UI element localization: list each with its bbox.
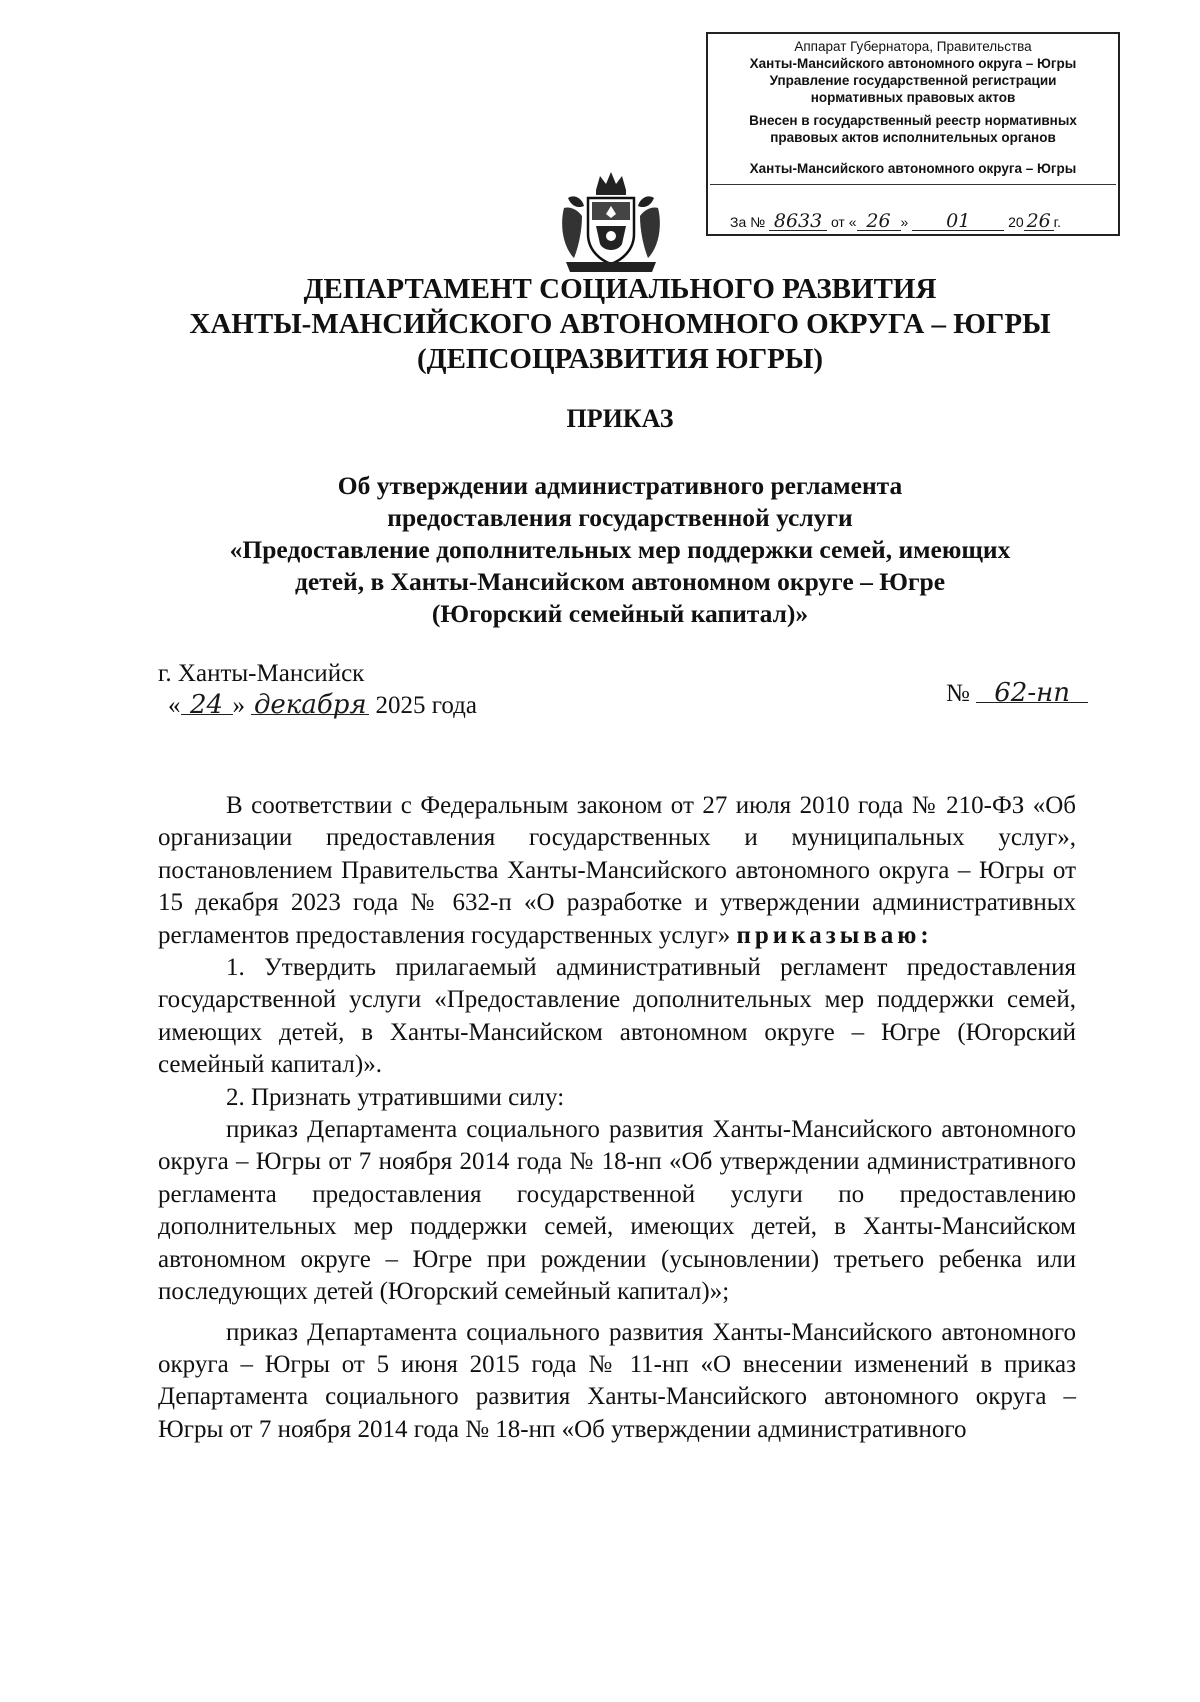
stamp-reg-quote: »: [900, 214, 909, 230]
date-month: декабря: [251, 696, 369, 715]
stamp-line-7: Ханты-Мансийского автономного округа – Югры: [749, 161, 1077, 176]
document-subject: [150, 470, 1090, 630]
stamp-line-1: Аппарат Губернатора, Правительства: [794, 39, 1032, 54]
department-line-1: ДЕПАРТАМЕНТ СОЦИАЛЬНОГО РАЗВИТИЯ: [303, 273, 937, 305]
subject-line-2: предоставления государственной услуги: [387, 503, 853, 532]
stamp-reg-year-suffix: 26: [1024, 212, 1054, 231]
subject-line-5: (Югорский семейный капитал)»: [431, 599, 809, 628]
stamp-registration-line: [730, 212, 1112, 231]
stamp-line-2: Ханты-Мансийского автономного округа – Югры: [749, 56, 1077, 71]
paragraph-item-1: 1. Утвердить прилагаемый административный регламент предоставления государственной услуги «Предоставление дополнительных мер поддержки семей, имеющих детей, в Ханты-Мансийском автономном округе – Югре (Югорский семейный капитал)».: [158, 954, 1076, 1079]
coat-of-arms-icon: [556, 168, 666, 276]
stamp-divider: [710, 184, 1116, 185]
stamp-line-6: правовых актов исполнительных органов: [770, 130, 1056, 145]
number-prefix: №: [946, 680, 970, 707]
stamp-reg-day: 26: [857, 212, 901, 231]
stamp-reg-year-end: г.: [1053, 214, 1061, 230]
order-word: приказываю:: [736, 921, 933, 949]
stamp-reg-from: от «: [830, 214, 857, 230]
date-day: 24: [181, 696, 233, 715]
subject-line-3: «Предоставление дополнительных мер поддержки семей, имеющих: [229, 535, 1011, 564]
stamp-reg-number: 8633: [769, 212, 827, 231]
stamp-line-3: Управление государственной регистрации: [769, 73, 1057, 88]
paragraph-repealed-order-2: приказ Департамента социального развития Ханты-Мансийского автономного округа – Югры от 5 июня 2015 года № 11-нп «О внесении изменений в приказ Департамента социального развития Ханты-Мансийского автономного округа – Югры от 7 ноября 2014 года № 18-нп «Об утверждении административного: [158, 1318, 1076, 1443]
registration-stamp: [706, 32, 1120, 236]
stamp-line-5: Внесен в государственный реестр нормативных: [749, 113, 1077, 128]
paragraph-repealed-order-1: приказ Департамента социального развития Ханты-Мансийского автономного округа – Югры от 7 ноября 2014 года № 18-нп «Об утверждении административного регламента предоставления государственной услуги по предоставлению дополнительных мер поддержки семей, имеющих детей, в Ханты-Мансийском автономном округе – Югре при рождении (усыновлении) третьего ребенка или последующих детей (Югорский семейный капитал)»;: [158, 1116, 1076, 1306]
preamble-text: В соответствии с Федеральным законом от 27 июля 2010 года № 210-ФЗ «Об организации предоставления государственных и муниципальных услуг», постановлением Правительства Ханты-Мансийского автономного округа – Югры от 15 декабря 2023 года № 632-п «О разработке и утверждении административных регламентов предоставления государственных услуг»: [158, 792, 1076, 949]
paragraph-preamble: [158, 790, 1076, 952]
number-value: 62-нп: [976, 684, 1088, 703]
date-close-quote: »: [232, 692, 245, 719]
department-line-3: (ДЕПСОЦРАЗВИТИЯ ЮГРЫ): [416, 343, 824, 375]
document-city: г. Ханты-Мансийск: [158, 660, 365, 687]
stamp-reg-year-prefix: 20: [1008, 214, 1024, 230]
subject-line-4: детей, в Ханты-Мансийском автономном округе – Югре: [294, 567, 946, 596]
stamp-reg-prefix: За №: [730, 214, 766, 230]
date-open-quote: «: [168, 692, 181, 719]
stamp-line-4: нормативных правовых актов: [810, 90, 1016, 105]
paragraph-item-2: 2. Признать утратившими силу:: [226, 1083, 565, 1111]
date-year: 2025 года: [375, 692, 477, 719]
stamp-reg-month: 01: [912, 212, 1004, 231]
department-heading: [100, 272, 1140, 377]
document-date: [168, 692, 477, 720]
document-body: [158, 790, 1076, 1446]
document-type: ПРИКАЗ: [566, 404, 674, 433]
subject-line-1: Об утверждении административного регламента: [337, 471, 903, 500]
document-number: [946, 680, 1088, 708]
department-line-2: ХАНТЫ-МАНСИЙСКОГО АВТОНОМНОГО ОКРУГА – ЮГРЫ: [189, 308, 1051, 340]
